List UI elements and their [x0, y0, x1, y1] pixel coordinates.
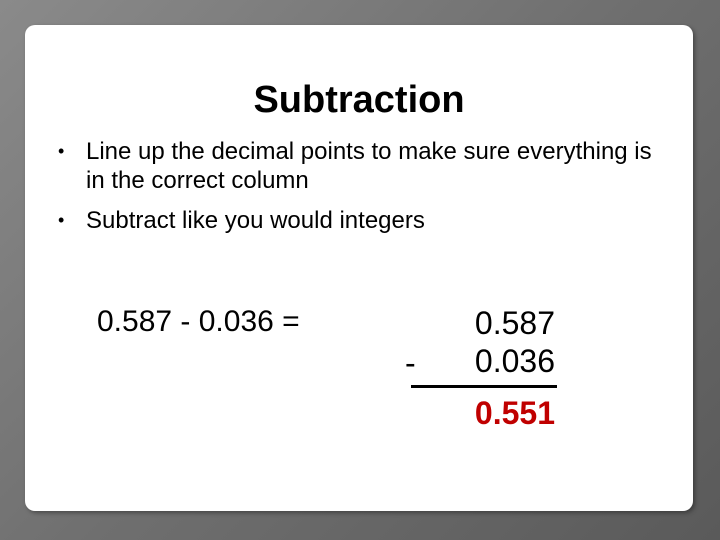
sum-line: [411, 385, 557, 388]
subtraction-expression: 0.587 - 0.036 =: [97, 305, 300, 338]
bullet-dot-icon: •: [58, 210, 65, 230]
bullet-dot-icon: •: [58, 141, 65, 161]
minuend: 0.587: [474, 305, 555, 341]
slide-title: Subtraction: [253, 79, 465, 121]
minus-sign: -: [405, 345, 416, 381]
bullet-item: [53, 206, 653, 235]
subtrahend: 0.036: [474, 343, 555, 379]
vertical-subtraction: [405, 305, 555, 445]
bullet-list: [53, 137, 653, 246]
bullet-item: [53, 137, 653, 195]
slide: [25, 25, 693, 511]
answer: 0.551: [474, 395, 555, 431]
bullet-text: Line up the decimal points to make sure everything is in the correct column: [86, 138, 652, 194]
bullet-text: Subtract like you would integers: [86, 207, 425, 234]
